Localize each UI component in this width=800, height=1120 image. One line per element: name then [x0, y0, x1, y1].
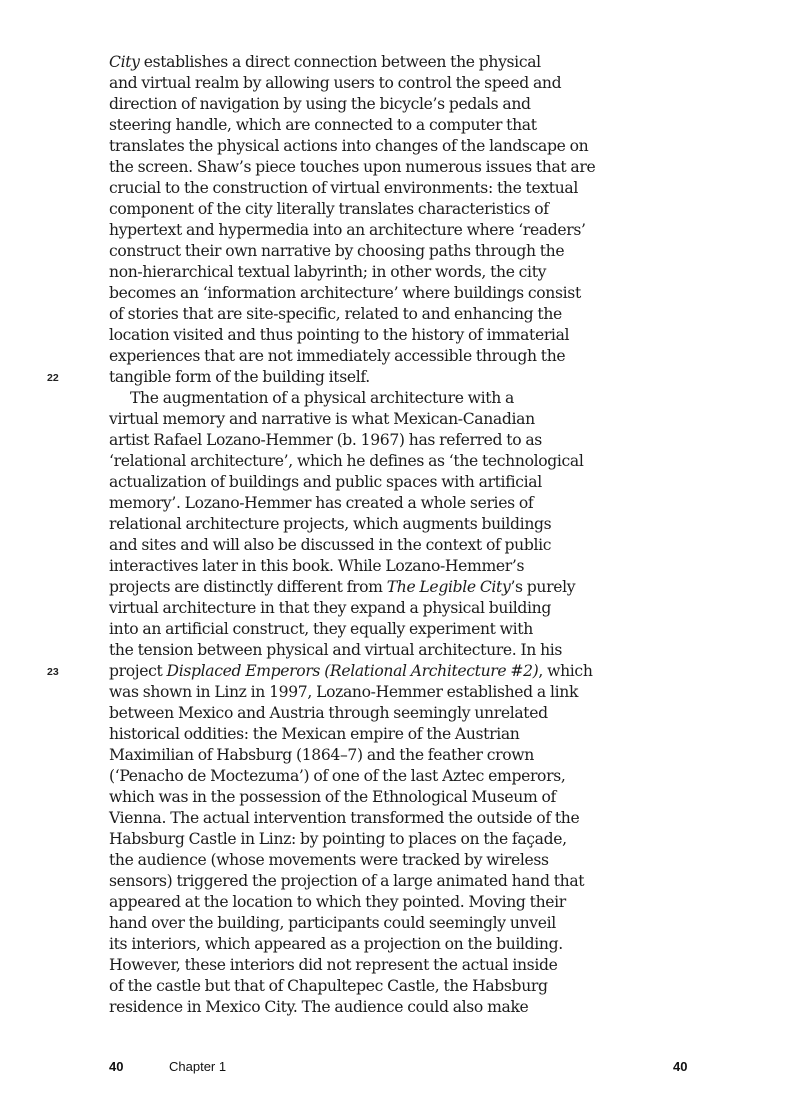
text-run: However, these interiors did not represent the actual inside — [109, 956, 558, 974]
text-line — [109, 829, 639, 850]
italic-title: City — [109, 53, 140, 71]
running-head: Chapter 1 — [169, 1059, 227, 1074]
text-run: experiences that are not immediately accessible through the — [109, 347, 566, 365]
text-line — [109, 409, 639, 430]
margin-note-number: 22 — [47, 372, 59, 384]
text-line — [109, 514, 639, 535]
text-line — [109, 955, 639, 976]
text-line — [109, 493, 639, 514]
text-line — [109, 220, 639, 241]
text-run: relational architecture projects, which augments buildings — [109, 515, 552, 533]
text-run: ’s purely — [510, 578, 576, 596]
text-line — [109, 598, 639, 619]
text-run: the tension between physical and virtual architecture. In his — [109, 641, 563, 659]
text-run: establishes a direct connection between the physical — [139, 53, 541, 71]
text-run: of stories that are site-specific, related to and enhancing the — [109, 305, 562, 323]
text-run: Habsburg Castle in Linz: by pointing to places on the façade, — [109, 830, 567, 848]
text-line — [109, 325, 639, 346]
text-line — [109, 304, 639, 325]
text-line — [109, 73, 639, 94]
text-run: crucial to the construction of virtual environments: the textual — [109, 179, 578, 197]
text-run: , which — [538, 662, 593, 680]
text-line — [109, 178, 639, 199]
italic-title: The Legible City — [386, 578, 511, 596]
text-run: appeared at the location to which they pointed. Moving their — [109, 893, 566, 911]
text-run: and virtual realm by allowing users to control the speed and — [109, 74, 562, 92]
text-line — [109, 577, 639, 598]
body-text — [109, 52, 639, 1018]
text-line — [109, 367, 639, 388]
text-run: construct their own narrative by choosing paths through the — [109, 242, 565, 260]
text-run: Maximilian of Habsburg (1864–7) and the feather crown — [109, 746, 534, 764]
text-line — [109, 640, 639, 661]
text-line — [109, 724, 639, 745]
text-run: sensors) triggered the projection of a large animated hand that — [109, 872, 585, 890]
text-line — [109, 682, 639, 703]
text-line — [109, 136, 639, 157]
text-line — [109, 997, 639, 1018]
text-line — [109, 892, 639, 913]
text-line — [109, 388, 639, 409]
text-line — [109, 199, 639, 220]
text-line — [109, 934, 639, 955]
text-run: The augmentation of a physical architecture with a — [130, 389, 514, 407]
text-run: virtual architecture in that they expand a physical building — [109, 599, 551, 617]
text-line — [109, 535, 639, 556]
text-run: into an artificial construct, they equally experiment with — [109, 620, 533, 638]
text-run: the audience (whose movements were tracked by wireless — [109, 851, 549, 869]
text-line — [109, 556, 639, 577]
text-line — [109, 703, 639, 724]
text-line — [109, 661, 639, 682]
text-line — [109, 430, 639, 451]
page-number-right: 40 — [673, 1059, 688, 1074]
text-line — [109, 808, 639, 829]
text-line — [109, 850, 639, 871]
text-run: which was in the possession of the Ethnological Museum of — [109, 788, 556, 806]
text-run: ‘relational architecture’, which he defines as ‘the technological — [109, 452, 584, 470]
text-line — [109, 94, 639, 115]
text-line — [109, 283, 639, 304]
text-line — [109, 241, 639, 262]
page-number-left: 40 — [109, 1059, 124, 1074]
text-line — [109, 115, 639, 136]
text-run: hypertext and hypermedia into an architecture where ‘readers’ — [109, 221, 586, 239]
text-line — [109, 262, 639, 283]
text-run: residence in Mexico City. The audience could also make — [109, 998, 529, 1016]
text-line — [109, 913, 639, 934]
text-run: interactives later in this book. While Lozano-Hemmer’s — [109, 557, 525, 575]
text-line — [109, 976, 639, 997]
text-run: location visited and thus pointing to the history of immaterial — [109, 326, 570, 344]
text-run: artist Rafael Lozano-Hemmer (b. 1967) has referred to as — [109, 431, 542, 449]
text-run: memory’. Lozano-Hemmer has created a whole series of — [109, 494, 534, 512]
text-run: steering handle, which are connected to a computer that — [109, 116, 537, 134]
text-run: and sites and will also be discussed in the context of public — [109, 536, 552, 554]
text-run: non-hierarchical textual labyrinth; in other words, the city — [109, 263, 547, 281]
text-line — [109, 52, 639, 73]
text-run: its interiors, which appeared as a projection on the building. — [109, 935, 563, 953]
text-line — [109, 745, 639, 766]
text-run: tangible form of the building itself. — [109, 368, 370, 386]
text-run: projects are distinctly different from — [109, 578, 387, 596]
text-line — [109, 766, 639, 787]
text-run: actualization of buildings and public spaces with artificial — [109, 473, 542, 491]
text-run: virtual memory and narrative is what Mexican-Canadian — [109, 410, 535, 428]
text-run: of the castle but that of Chapultepec Castle, the Habsburg — [109, 977, 548, 995]
text-run: translates the physical actions into changes of the landscape on — [109, 137, 589, 155]
text-line — [109, 472, 639, 493]
text-run: becomes an ‘information architecture’ where buildings consist — [109, 284, 581, 302]
text-line — [109, 451, 639, 472]
text-run: historical oddities: the Mexican empire of the Austrian — [109, 725, 520, 743]
text-run: project — [109, 662, 167, 680]
italic-title: Displaced Emperors (Relational Architecture #2) — [166, 662, 539, 680]
text-run: component of the city literally translates characteristics of — [109, 200, 549, 218]
text-line — [109, 787, 639, 808]
text-run: was shown in Linz in 1997, Lozano-Hemmer established a link — [109, 683, 579, 701]
text-run: between Mexico and Austria through seemingly unrelated — [109, 704, 548, 722]
text-line — [109, 346, 639, 367]
text-run: Vienna. The actual intervention transformed the outside of the — [109, 809, 580, 827]
text-run: direction of navigation by using the bicycle’s pedals and — [109, 95, 531, 113]
text-run: the screen. Shaw’s piece touches upon numerous issues that are — [109, 158, 596, 176]
text-run: (‘Penacho de Moctezuma’) of one of the last Aztec emperors, — [109, 767, 566, 785]
text-line — [109, 157, 639, 178]
text-line — [109, 619, 639, 640]
text-run: hand over the building, participants could seemingly unveil — [109, 914, 556, 932]
margin-note-number: 23 — [47, 666, 59, 678]
text-line — [109, 871, 639, 892]
